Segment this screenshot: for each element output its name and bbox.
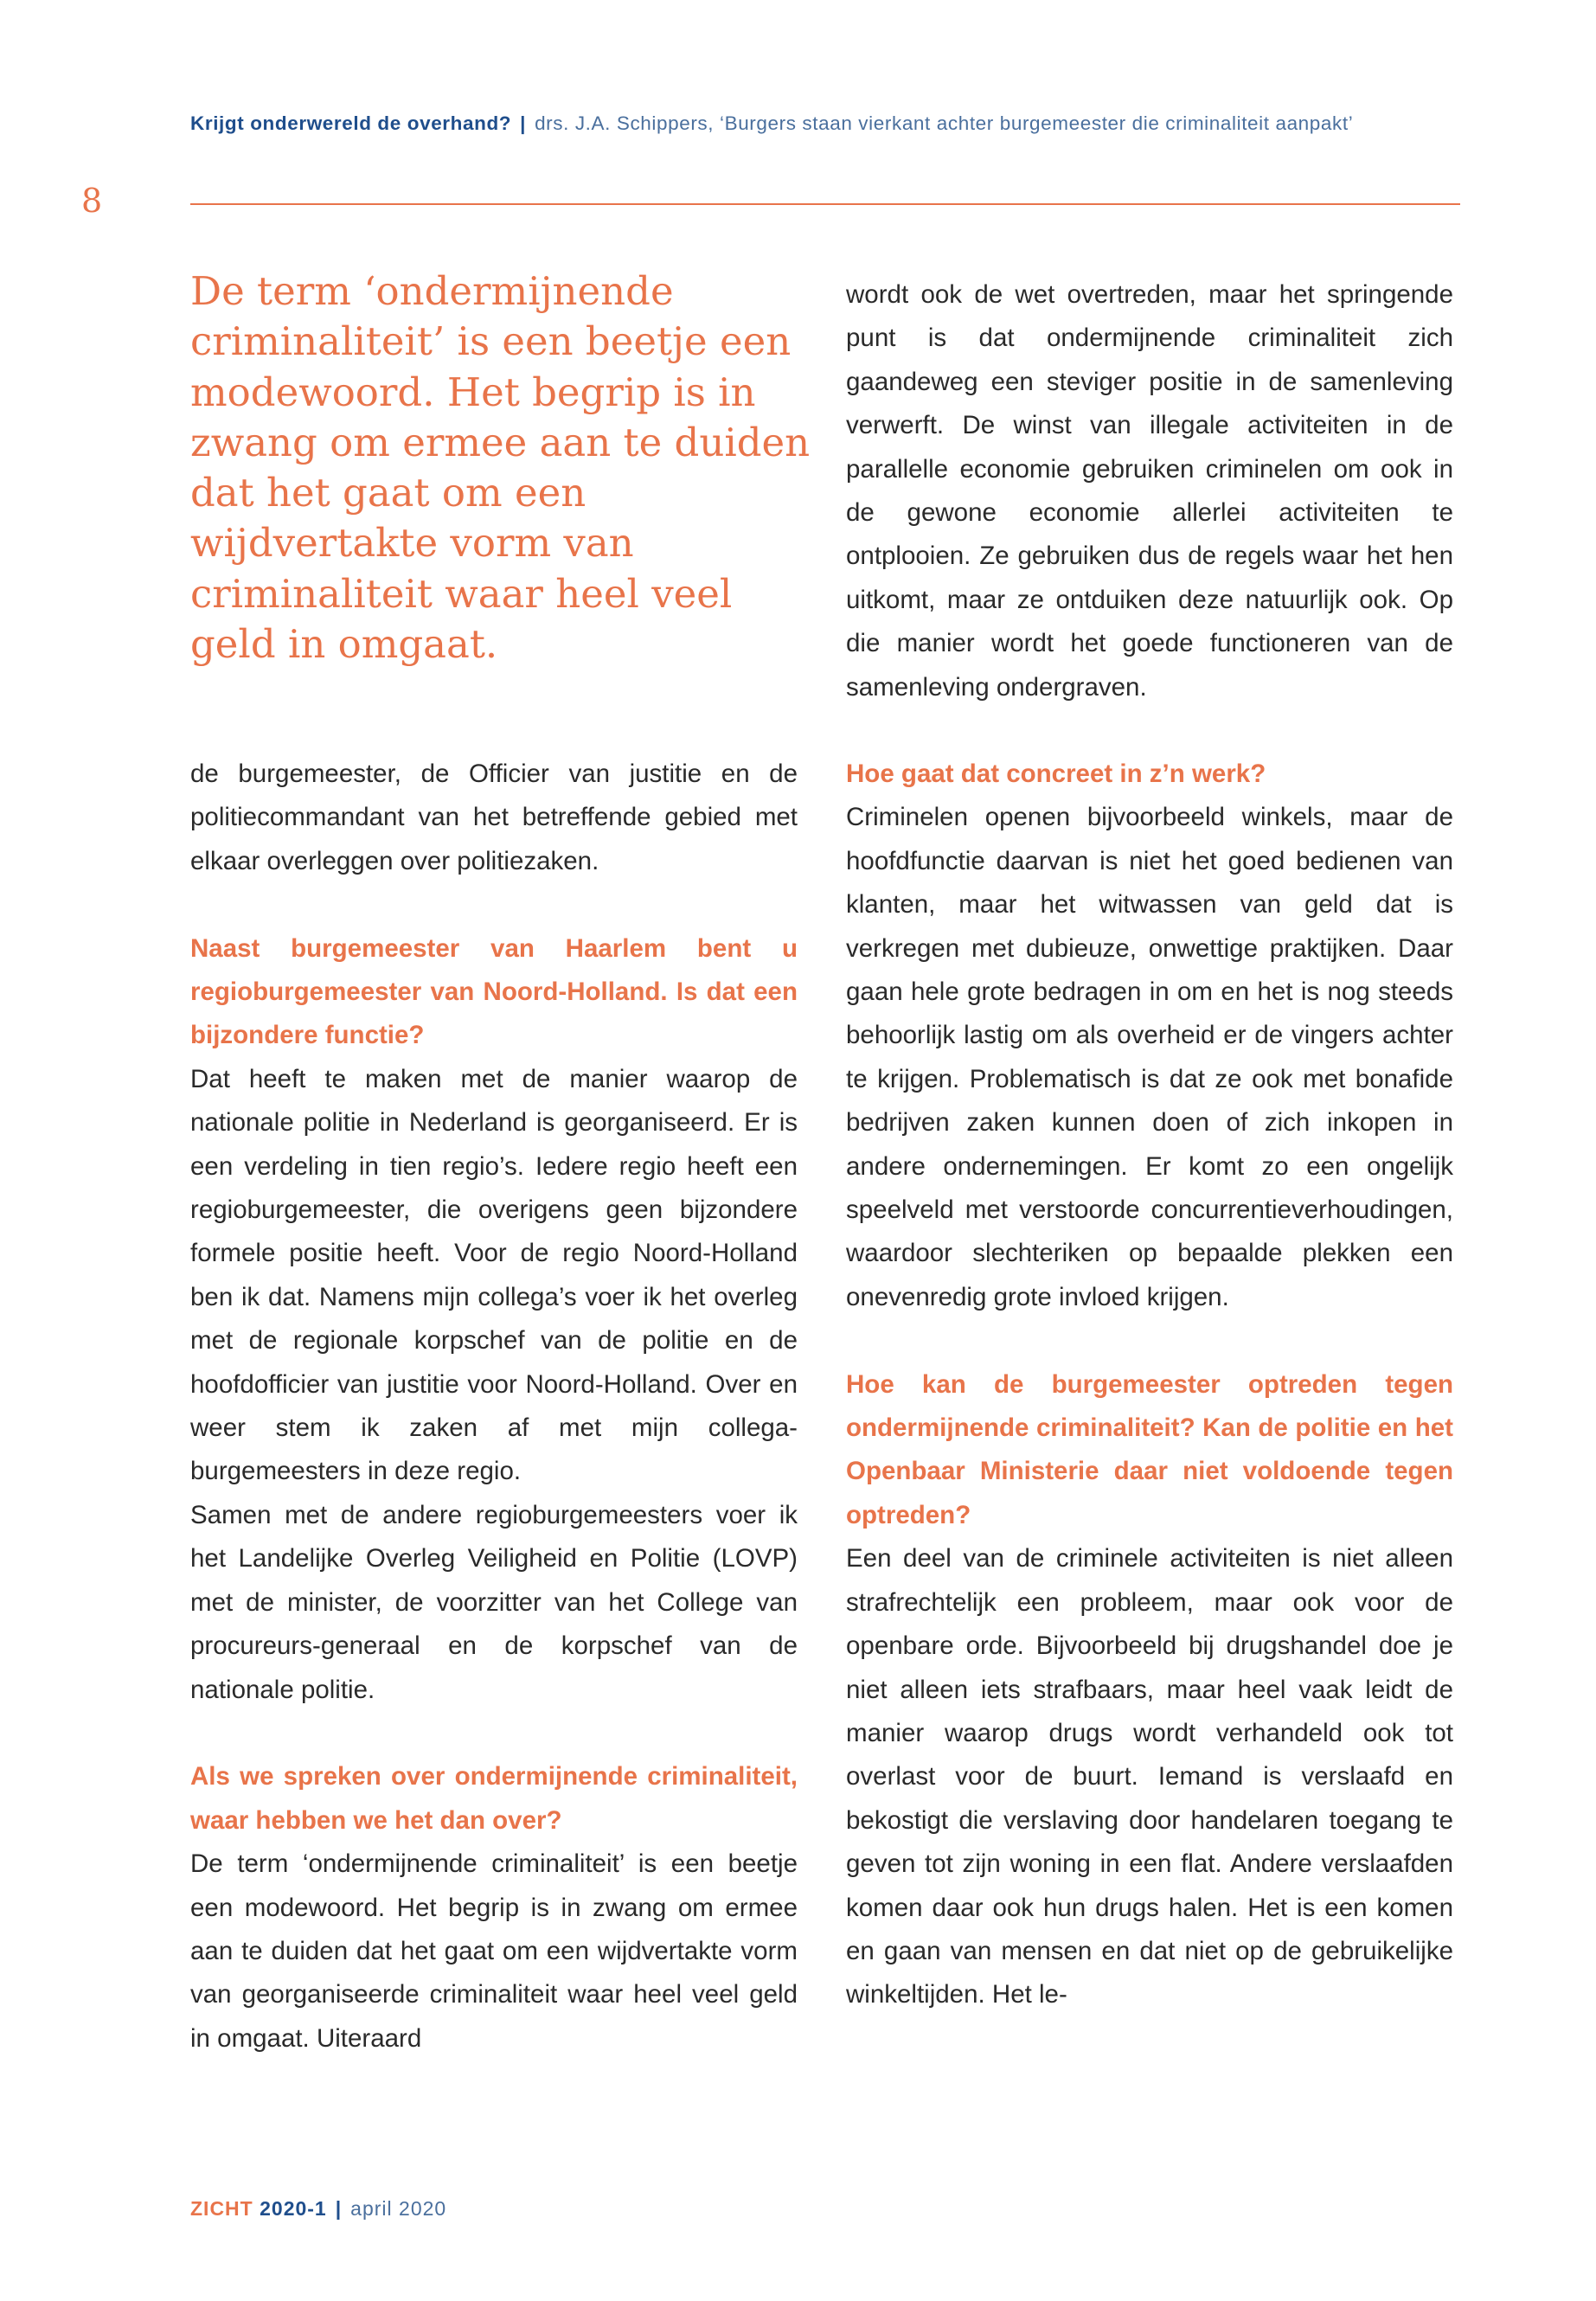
- left-column: [190, 753, 798, 2061]
- paragraph-gap: [190, 883, 798, 926]
- interview-question: Naast burgemeester van Haarlem bent u regioburgemeester van Noord-Holland. Is dat een bijzondere functie?: [190, 933, 798, 1050]
- body-paragraph: de burgemeester, de Officier van justitie en de politiecommandant van het betreffende gebied met elkaar overleggen over politiezaken.: [190, 760, 798, 875]
- footer-separator: |: [335, 2197, 343, 2220]
- pull-quote: De term ‘ondermijnende criminaliteit’ is een beetje een modewoord. Het begrip is in zwang om ermee aan te duiden dat het gaat om een wijdvertakte vorm van criminaliteit waar heel veel geld in omgaat.: [190, 268, 811, 668]
- footer-issue: 2020-1: [260, 2197, 327, 2220]
- header-separator: |: [520, 112, 527, 134]
- right-column: [846, 753, 1453, 2017]
- footer: [190, 2197, 446, 2221]
- footer-brand: ZICHT: [190, 2197, 253, 2220]
- footer-date: april 2020: [350, 2197, 447, 2220]
- right-column-top: [846, 273, 1453, 709]
- paragraph-gap: [190, 1712, 798, 1755]
- header-rule: [190, 203, 1460, 205]
- paragraph-gap: [846, 1319, 1453, 1362]
- interview-question: Hoe kan de burgemeester optreden tegen ondermijnende criminaliteit? Kan de politie en het Openbaar Ministerie daar niet voldoende tegen optreden?: [846, 1369, 1453, 1529]
- body-paragraph: Samen met de andere regioburgemeesters voer ik het Landelijke Overleg Veiligheid en Politie (LOVP) met de minister, de voorzitter van het College van procureurs-generaal en de korpschef van de nationale politie.: [190, 1500, 798, 1704]
- body-paragraph: Criminelen openen bijvoorbeeld winkels, maar de hoofdfunctie daarvan is niet het goed bedienen van klanten, maar het witwassen van geld dat is verkregen met dubieuze, onwettige praktijken. Daar gaan hele grote bedragen in om en het is nog steeds behoorlijk lastig om als overheid er de vingers achter te krijgen. Problematisch is dat ze ook met bonafide bedrijven zaken kunnen doen of zich inkopen in andere ondernemingen. Er komt zo een ongelijk speelveld met verstoorde concurrentieverhoudingen, waardoor slechteriken op bepaalde plekken een onevenredig grote invloed krijgen.: [846, 803, 1453, 1311]
- body-paragraph: Dat heeft te maken met de manier waarop de nationale politie in Nederland is georganiseerd. Er is een verdeling in tien regio’s. Iedere regio heeft een regioburgemeester, die overigens geen bijzondere formele positie heeft. Voor de regio Noord-Holland ben ik dat. Namens mijn collega’s voer ik het overleg met de regionale korpschef van de politie en de hoofdofficier van justitie voor Noord-Holland. Over en weer stem ik zaken af met mijn collega-burgemeesters in deze regio.: [190, 1064, 798, 1486]
- interview-question: Als we spreken over ondermijnende criminaliteit, waar hebben we het dan over?: [190, 1762, 798, 1835]
- body-paragraph: De term ‘ondermijnende criminaliteit’ is een beetje een modewoord. Het begrip is in zwang om ermee aan te duiden dat het gaat om een wijdvertakte vorm van georganiseerde criminaliteit waar heel veel geld in omgaat. Uiteraard: [190, 1849, 798, 2053]
- interview-question: Hoe gaat dat concreet in z’n werk?: [846, 760, 1266, 788]
- page-number: 8: [81, 182, 103, 220]
- body-paragraph: wordt ook de wet overtreden, maar het springende punt is dat ondermijnende criminaliteit zich gaandeweg een steviger positie in de samenleving verwerft. De winst van illegale activiteiten in de parallelle economie gebruiken criminelen om ook in de gewone economie allerlei activiteiten te ontplooien. Ze gebruiken dus de regels waar het hen uitkomt, maar ze ontduiken deze natuurlijk ook. Op die manier wordt het goede functioneren van de samenleving ondergraven.: [846, 280, 1453, 702]
- body-paragraph: Een deel van de criminele activiteiten is niet alleen strafrechtelijk een probleem, maar ook voor de openbare orde. Bijvoorbeeld bij drugshandel doe je niet alleen iets strafbaars, maar heel vaak leidt de manier waarop drugs wordt verhandeld ook tot overlast voor de buurt. Iemand is verslaafd en bekostigt die verslaving door handelaren toegang te geven tot zijn woning in een flat. Andere verslaafden komen daar ook hun drugs halen. Het is een komen en gaan van mensen en dat niet op de gebruikelijke winkeltijden. Het le-: [846, 1544, 1453, 2009]
- header-subtitle: drs. J.A. Schippers, ‘Burgers staan vierkant achter burgemeester die criminaliteit aanpakt’: [535, 112, 1354, 134]
- header-title: Krijgt onderwereld de overhand?: [190, 112, 512, 134]
- running-header: [190, 112, 1453, 135]
